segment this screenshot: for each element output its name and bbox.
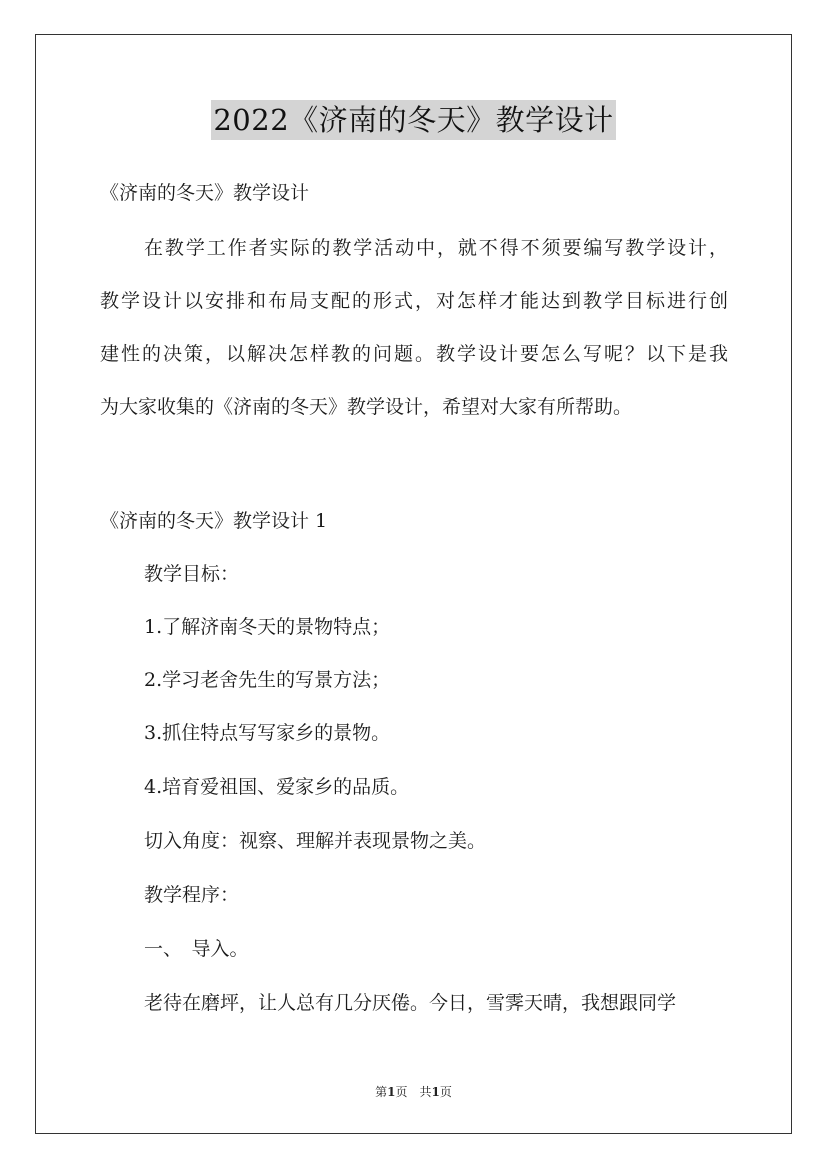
title-container: [0, 100, 827, 140]
angle-text: 切入角度：视察、理解并表现景物之美。: [144, 830, 487, 852]
intro-line: 为大家收集的《济南的冬天》教学设计，希望对大家有所帮助。: [100, 396, 633, 418]
body-text: 老待在磨坪，让人总有几分厌倦。今日，雪霁天晴，我想跟同学: [144, 992, 677, 1014]
intro-line: 建性的决策，以解决怎样教的问题。教学设计要怎么写呢？以下是我: [100, 343, 728, 365]
footer-mid: 页 共: [395, 1085, 432, 1099]
goals-heading: 教学目标：: [144, 563, 240, 585]
goal-item: 3.抓住特点写写家乡的景物。: [144, 722, 391, 744]
footer-total-pages: 1: [431, 1085, 440, 1099]
footer-suffix: 页: [439, 1085, 452, 1099]
step-one: 一、 导入。: [144, 938, 249, 960]
page-footer: [0, 1083, 827, 1101]
goal-item: 2.学习老舍先生的写景方法；: [144, 669, 391, 691]
document-title: 2022《济南的冬天》教学设计: [211, 100, 615, 140]
intro-line: 在教学工作者实际的教学活动中，就不得不须要编写教学设计，: [144, 237, 728, 259]
section-title: 《济南的冬天》教学设计 1: [100, 510, 328, 532]
footer-page-number: 1: [387, 1085, 396, 1099]
intro-paragraph: [100, 235, 728, 447]
goal-item: 1.了解济南冬天的景物特点；: [144, 616, 391, 638]
subtitle: 《济南的冬天》教学设计: [100, 182, 310, 204]
procedure-heading: 教学程序：: [144, 884, 240, 906]
footer-prefix: 第: [375, 1085, 388, 1099]
intro-line: 教学设计以安排和布局支配的形式，对怎样才能达到教学目标进行创: [100, 290, 728, 312]
goal-item: 4.培育爱祖国、爱家乡的品质。: [144, 776, 410, 798]
